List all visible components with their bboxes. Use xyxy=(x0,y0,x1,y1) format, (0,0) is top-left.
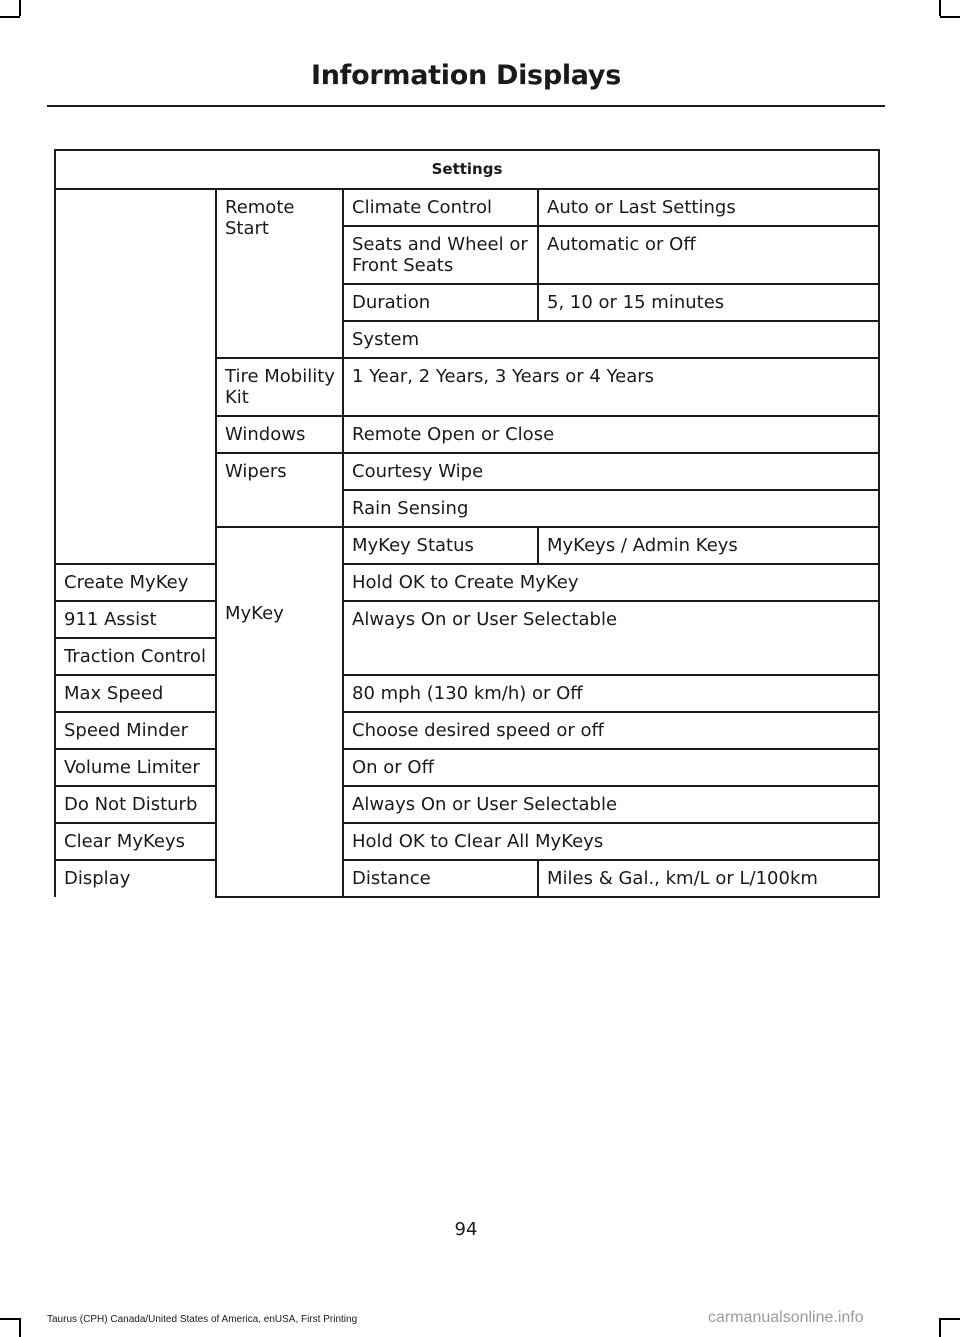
table-row xyxy=(55,786,879,823)
climate-control-value: Auto or Last Settings xyxy=(538,189,879,226)
table-header-row xyxy=(55,150,879,189)
system-label: System xyxy=(343,321,879,358)
courtesy-wipe-value: Courtesy Wipe xyxy=(343,453,879,490)
duration-value: 5, 10 or 15 minutes xyxy=(538,284,879,321)
mykey-status-value: MyKeys / Admin Keys xyxy=(538,527,879,564)
table-row xyxy=(55,675,879,712)
table-row xyxy=(55,564,879,601)
seats-label: Seats and Wheel or Front Seats xyxy=(343,226,538,284)
remote-start-label: Remote Start xyxy=(216,189,343,358)
rain-sensing-value: Rain Sensing xyxy=(343,490,879,527)
distance-value: Miles & Gal., km/L or L/100km xyxy=(538,860,879,897)
crop-mark-bottom-left-h xyxy=(0,1318,20,1320)
display-label: Display xyxy=(55,860,216,897)
settings-table xyxy=(54,149,880,898)
speed-minder-label: Speed Minder xyxy=(55,712,216,749)
mykey-label: MyKey xyxy=(216,527,343,897)
seats-value: Automatic or Off xyxy=(538,226,879,284)
table-row xyxy=(55,860,879,897)
clear-mykeys-value: Hold OK to Clear All MyKeys xyxy=(343,823,879,860)
do-not-disturb-label: Do Not Disturb xyxy=(55,786,216,823)
do-not-disturb-value: Always On or User Selectable xyxy=(343,786,879,823)
empty-section-cell xyxy=(55,189,216,564)
crop-mark-bottom-right-h xyxy=(940,1318,960,1320)
traction-control-label: Traction Control xyxy=(55,638,216,675)
duration-label: Duration xyxy=(343,284,538,321)
climate-control-label: Climate Control xyxy=(343,189,538,226)
crop-mark-bottom-left-v xyxy=(19,1318,21,1337)
distance-label: Distance xyxy=(343,860,538,897)
max-speed-label: Max Speed xyxy=(55,675,216,712)
clear-mykeys-label: Clear MyKeys xyxy=(55,823,216,860)
crop-mark-top-left-h xyxy=(0,16,20,18)
tire-mobility-kit-label: Tire Mobility Kit xyxy=(216,358,343,416)
crop-mark-top-left-v xyxy=(19,0,21,16)
table-row xyxy=(55,601,879,638)
page-number: 94 xyxy=(454,1219,478,1240)
table-heading: Settings xyxy=(55,150,879,189)
assist-911-label: 911 Assist xyxy=(55,601,216,638)
title-rule xyxy=(47,105,885,107)
windows-value: Remote Open or Close xyxy=(343,416,879,453)
crop-mark-bottom-right-v xyxy=(939,1318,941,1337)
page-title: Information Displays xyxy=(311,60,621,91)
create-mykey-label: Create MyKey xyxy=(55,564,216,601)
speed-minder-value: Choose desired speed or off xyxy=(343,712,879,749)
table-row xyxy=(55,189,879,226)
volume-limiter-label: Volume Limiter xyxy=(55,749,216,786)
footer-text: Taurus (CPH) Canada/United States of America, enUSA, First Printing xyxy=(47,1314,358,1325)
watermark: carmanualsonline.info xyxy=(708,1309,864,1326)
max-speed-value: 80 mph (130 km/h) or Off xyxy=(343,675,879,712)
wipers-label: Wipers xyxy=(216,453,343,527)
table-row xyxy=(55,823,879,860)
volume-limiter-value: On or Off xyxy=(343,749,879,786)
crop-mark-top-right-h xyxy=(940,16,960,18)
crop-mark-top-right-v xyxy=(939,0,941,16)
assist-911-value: Always On or User Selectable xyxy=(343,601,879,675)
mykey-status-label: MyKey Status xyxy=(343,527,538,564)
table-row xyxy=(55,712,879,749)
create-mykey-value: Hold OK to Create MyKey xyxy=(343,564,879,601)
windows-label: Windows xyxy=(216,416,343,453)
table-row xyxy=(55,749,879,786)
tire-mobility-kit-value: 1 Year, 2 Years, 3 Years or 4 Years xyxy=(343,358,879,416)
